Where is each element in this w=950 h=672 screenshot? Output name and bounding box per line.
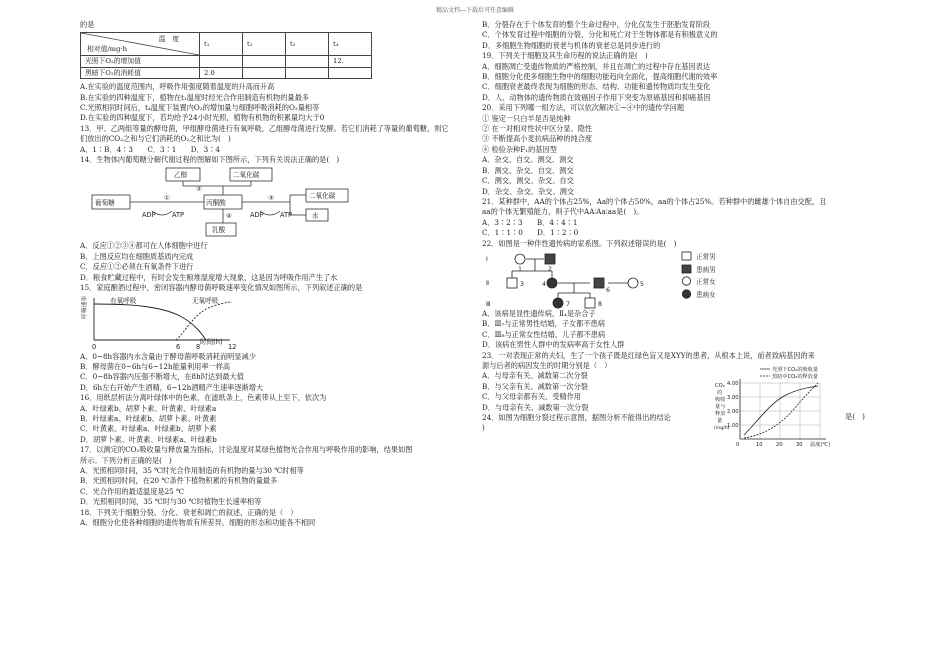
pyruvate-label: 丙酮酸 [206, 199, 226, 208]
q23-option: B．与父亲有关、减数第一次分裂 [482, 381, 588, 391]
x-tick: 12 [228, 342, 237, 351]
individual-number: 6 [606, 286, 610, 294]
q19-option: D．人、动物体的遗传物质在致癌因子作用下突变为原癌基因和抑癌基因 [482, 92, 711, 102]
q14-option: A．反应①②③④都可在人体细胞中进行 [80, 241, 208, 251]
row-label: 黑暗下O₂的消耗值 [81, 67, 200, 78]
q21-stem: aa的个体无繁殖能力，则子代中AA∶Aa∶aa是( )。 [482, 207, 644, 217]
step-4-label: ④ [226, 212, 232, 221]
y-axis-label: 量 [717, 418, 723, 425]
q20-item: ② 在一对相对性状中区分显、隐性 [482, 124, 593, 134]
q15-option: D．6h左右开始产生酒精，6~12h酒精产生速率逐渐增大 [80, 382, 264, 392]
q12-option: C.光照相同时间后，t₄温度下装置内O₂的增加量与细胞呼吸消耗的O₂量相等 [80, 103, 320, 113]
table-row [81, 67, 372, 78]
q18-option: C．个体发育过程中细胞的分裂、分化和死亡对于生物体都是有积极意义的 [482, 30, 718, 40]
adp-label: ADP [142, 211, 156, 220]
q17-stem: 所示。下列分析正确的是( ) [80, 455, 172, 465]
step-1-label: ① [164, 194, 170, 203]
atp-label: ATP [280, 211, 293, 220]
y-axis-label: 量与 [715, 404, 726, 411]
individual-number: 8 [598, 300, 602, 308]
q18-stem: 18．下列关于细胞分裂、分化、衰老和凋亡的叙述，正确的是（ ） [80, 507, 298, 517]
x-axis-label: 温度(℃) [810, 442, 831, 449]
co2-label: 二氧化碳 [233, 171, 260, 180]
table-cell [286, 67, 329, 78]
q14-option: B．上图反应均在细胞质基质内完成 [80, 251, 194, 261]
x-tick: 6 [176, 342, 181, 351]
q17-stem: 17．以测定的CO₂吸收量与释放量为指标，讨论温度对某绿色植物光合作用与呼吸作用的影响，结果如图 [80, 445, 413, 455]
glucose-metabolism-diagram [80, 165, 452, 241]
q23-option: A．与母亲有关、减数第二次分裂 [482, 371, 588, 381]
x-tick: 0 [92, 342, 97, 351]
legend-label: 正常男 [696, 252, 716, 261]
temperature-table [80, 32, 372, 79]
q20-option: D．杂交、杂交、杂交、测交 [482, 186, 575, 196]
individual-number: 4 [542, 280, 546, 288]
q22-stem: 22．如图是一种伴性遗传病的家系图。下列叙述错误的是( ) [482, 238, 677, 248]
q19-option: C．细胞衰老最终表现为细胞的形态、结构、功能和遗传物质均发生变化 [482, 82, 711, 92]
q12-option: B.在实验的四种温度下，植物在t₁温度时经光合作用制造有机物的量最多 [80, 92, 309, 102]
q24-stem-tail: 是( ) [845, 412, 865, 422]
y-tick: 2.00 [727, 409, 739, 416]
q15-option: C．0~8h容器内压强不断增大，在8h时达到最大值 [80, 372, 244, 382]
co2-temperature-chart [714, 365, 842, 457]
q17-option: D．光照相同时间，35 ℃时与30 ℃时植物生长速率相等 [80, 497, 262, 507]
individual-number: 7 [566, 300, 570, 308]
col-header: t₄ [329, 33, 372, 56]
individual-number: 3 [520, 280, 524, 288]
q19-option: A．细胞凋亡受遗传物质的严格控制，并且在凋亡的过程中存在基因表达 [482, 61, 711, 71]
table-cell [286, 56, 329, 67]
y-tick: 3.00 [727, 395, 739, 402]
q16-option: D．胡萝卜素、叶黄素、叶绿素a、叶绿素b [80, 434, 217, 444]
legend-series-2: 黑暗中CO₂的释放量 [772, 374, 819, 381]
aerobic-label: 有氧呼吸 [110, 296, 137, 305]
y-axis-label: 吸收 [715, 397, 726, 404]
col-header: t₃ [286, 33, 329, 56]
q12-stem-tail: 的是 [80, 20, 95, 29]
q20-item: ③ 不断提高小麦抗病品种的纯合度 [482, 134, 593, 144]
x-axis-label: 时间(h) [200, 337, 223, 346]
q24-stem: 24．如图为细胞分裂过程示意图，据图分析不能得出的结论 [482, 413, 671, 422]
q20-stem: 20．采用下列哪一组方法，可以依次解决①~④中的遗传学问题 [482, 103, 685, 113]
q13-options: A．1∶B．4∶3 C．3∶1 D．3∶4 [80, 144, 220, 154]
q15-option: B．酵母菌在0~6h与6~12h能量利用率一样高 [80, 361, 231, 371]
glucose-label: 葡萄糖 [95, 199, 115, 208]
origin-tick: 0 [736, 442, 740, 449]
q17-option: C．光合作用的最适温度是25 ℃ [80, 486, 185, 496]
table-cell: 12. [329, 56, 372, 67]
ethanol-label: 乙醇 [174, 171, 188, 180]
q16-option: C．叶黄素、叶绿素a、叶绿素b、胡萝卜素 [80, 424, 217, 434]
y-tick: 4.00 [727, 381, 739, 388]
x-tick: 20 [776, 442, 783, 449]
q15-option: A．0~8h容器内水含量由于酵母菌呼吸消耗而明显减少 [80, 351, 256, 361]
q12-option: D.在实验的四种温度下，若均给予24小时光照，植物有机物的积累量均大于0 [80, 113, 325, 123]
q23-stem: 23．一对表现正常的夫妇，生了一个孩子既是红绿色盲又是XYY的患者，从根本上说，前者致病基因的来 [482, 350, 815, 360]
q17-option: A．光照相同时间，35 ℃时光合作用制造的有机物的量与30 ℃时相等 [80, 465, 304, 475]
step-2-label: ② [196, 185, 202, 194]
generation-label: Ⅰ [486, 255, 488, 263]
q21-option: C．1∶1∶0 D．1∶2∶0 [482, 228, 579, 238]
individual-number: 1 [518, 265, 522, 273]
y-axis-label: 释放 [715, 411, 726, 418]
q14-option: D．粮食贮藏过程中，有时会发生粮堆湿度增大现象，这是因为呼吸作用产生了水 [80, 272, 338, 282]
generation-label: Ⅲ [486, 300, 491, 308]
pedigree-legend [682, 252, 716, 299]
respiration-rate-chart [80, 294, 452, 352]
x-tick: 30 [796, 442, 803, 449]
table-cell: 2.0 [200, 67, 243, 78]
q20-option: B．测交、杂交、自交、测交 [482, 165, 574, 175]
y-tick: 1.00 [727, 423, 739, 430]
y-axis-label: 呼吸速率 [82, 295, 88, 319]
q22-option: D．该病在男性人群中的发病率高于女性人群 [482, 340, 625, 350]
corner-top: 温 度 [158, 35, 179, 44]
q16-stem: 16．用纸层析法分离叶绿体中的色素，在滤纸条上，色素带从上至下，依次为 [80, 393, 327, 403]
table-cell [200, 56, 243, 67]
anaerobic-label: 无氧呼吸 [192, 296, 219, 305]
q20-item: ④ 检验杂种F₁的基因型 [482, 144, 557, 154]
adp-label: ADP [250, 211, 264, 220]
q19-stem: 19．下列关于细胞及其生命历程的说法正确的是( ) [482, 51, 648, 61]
q18-option: A．细胞分化使各种细胞的遗传物质有所差异，细胞的形态和功能各不相同 [80, 518, 316, 527]
q23-option: D．与母亲有关、减数第一次分裂 [482, 402, 589, 412]
q17-option: B．光照相同时间，在20 ℃条件下植物积累的有机物的量最多 [80, 476, 278, 486]
legend-label: 患病女 [696, 290, 716, 299]
lactic-acid-label: 乳酸 [212, 226, 226, 235]
q20-option: A．杂交、自交、测交、测交 [482, 155, 574, 165]
right-column [482, 20, 877, 455]
y-axis-unit: (mg/h) [714, 426, 730, 432]
table-corner [81, 33, 200, 56]
water-label: 水 [312, 212, 319, 221]
legend-label: 患病男 [696, 265, 716, 274]
individual-number: 2 [548, 265, 552, 273]
table-row [81, 56, 372, 67]
q24-paren: ) [482, 423, 485, 433]
q21-stem: 21．某种群中，AA的个体占25%，Aa的个体占50%，aa的个体占25%。若种群中的雌雄个体自由交配，且 [482, 196, 827, 206]
atp-label: ATP [172, 211, 185, 220]
q23-option: C．与父母亲都有关、受精作用 [482, 392, 581, 402]
q23-stem: 源与后者的病因发生的时期分别是（ ） [482, 360, 612, 370]
q16-option: A．叶绿素b、胡萝卜素、叶黄素、叶绿素a [80, 403, 217, 413]
y-axis-label: 的 [717, 390, 723, 397]
q12-option: A.在实验的温度范围内，呼吸作用强度随着温度的升高而升高 [80, 82, 275, 92]
col-header: t₁ [200, 33, 243, 56]
x-tick: 8 [196, 342, 201, 351]
step-3-label: ③ [268, 194, 274, 203]
table-cell [243, 67, 286, 78]
q18-option: B．分裂存在于个体发育的整个生命过程中，分化仅发生于胚胎发育阶段 [482, 20, 711, 29]
row-label: 光照下O₂的增加值 [81, 56, 200, 67]
col-header: t₂ [243, 33, 286, 56]
q15-stem: 15．家庭酿酒过程中，密闭容器内酵母菌呼吸速率变化情况如图所示，下列叙述正确的是 [80, 283, 363, 293]
left-column [80, 20, 452, 528]
q14-stem: 14．生物体内葡萄糖分解代谢过程的图解如下图所示，下列有关说法正确的是( ) [80, 155, 340, 165]
table-cell [329, 67, 372, 78]
q16-option: B．叶绿素a、叶绿素b、胡萝卜素、叶黄素 [80, 413, 217, 423]
corner-bottom: 相对值/mg·h [87, 45, 128, 54]
q19-option: B．细胞分化使多细胞生物中的细胞功能趋向全面化，提高细胞代谢的效率 [482, 72, 718, 82]
y-axis-label: CO₂ [715, 383, 725, 390]
q21-option: A．3∶2∶3 B．4∶4∶1 [482, 217, 578, 227]
individual-number: 5 [640, 280, 644, 288]
page-header: 精品文档---下载后可任意编辑 [435, 7, 515, 14]
pedigree-chart [482, 249, 877, 309]
q20-option: C．测交、测交、杂交、自交 [482, 176, 574, 186]
x-tick: 10 [756, 442, 763, 449]
q22-option: A．该病是显性遗传病，Ⅱ₄是杂合子 [482, 308, 596, 318]
generation-label: Ⅱ [486, 279, 490, 287]
q22-option: C．Ⅲ₈与正常女性结婚，儿子都不患病 [482, 329, 606, 339]
table-cell [243, 56, 286, 67]
q14-option: C．反应①②必须在有氧条件下进行 [80, 262, 194, 272]
legend-label: 正常女 [696, 277, 716, 286]
q18-option: D．多细胞生物细胞的衰老与机体的衰老总是同步进行的 [482, 40, 661, 50]
legend-series-1: 光照下CO₂的吸收量 [772, 367, 819, 374]
co2-label: 二氧化碳 [309, 192, 336, 201]
q13-stem: 13．甲、乙两组等量的酵母菌，甲组酵母菌进行有氧呼吸，乙组酵母菌进行发酵。若它们消耗了等量的葡萄糖，则它们放出的CO₂之和与它们消耗的O₂之和比为( ) [80, 123, 449, 144]
q22-option: B．Ⅲ₇与正常男性结婚，子女都不患病 [482, 319, 605, 329]
q20-item: ① 鉴定一只白羊是否是纯种 [482, 113, 571, 123]
